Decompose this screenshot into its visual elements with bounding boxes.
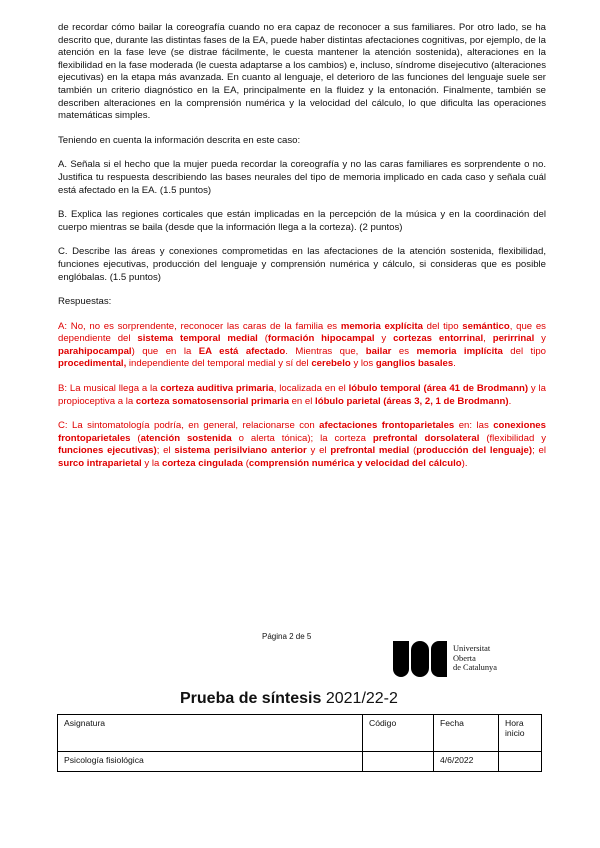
highlighted-term: corteza somatosensorial primaria xyxy=(135,395,289,407)
exam-title: Prueba de síntesis 2021/22-2 xyxy=(180,690,398,707)
answer-text: A: No, no es sorprendente, reconocer las caras de la familia es xyxy=(58,320,341,332)
answer-text: o alerta tónica); la corteza xyxy=(231,432,373,444)
highlighted-term: procedimental, xyxy=(58,358,127,370)
highlighted-term: sistema temporal medial xyxy=(137,333,258,345)
question-c: C. Describe las áreas y conexiones comprometidas en las afectaciones de la atención sostenida, flexibilidad, funciones ejecutivas, producción del lenguaje y comprensión numérica y cálculo, si consideras que es posible englóbalas. (1.5 puntos) xyxy=(58,246,546,283)
highlighted-term: memoria implícita xyxy=(416,345,503,357)
answer-a xyxy=(58,321,546,371)
answer-text: ( xyxy=(130,432,141,444)
highlighted-term: lóbulo temporal (área 41 de Brodmann) xyxy=(348,383,529,395)
answer-text: en el xyxy=(288,395,316,407)
highlighted-term: funciones ejecutivas) xyxy=(58,445,157,457)
answer-c xyxy=(58,420,546,470)
answer-text: ( xyxy=(257,333,268,345)
answer-text: y los xyxy=(350,358,376,370)
highlighted-term: conexiones frontoparietales xyxy=(58,420,546,444)
cell-hora xyxy=(499,752,542,772)
answer-text: ). xyxy=(461,458,468,470)
answer-text: . xyxy=(508,395,512,407)
cell-asignatura: Psicología fisiológica xyxy=(58,752,363,772)
question-b: B. Explica las regiones corticales que están implicadas en la percepción de la música y en la coordinación del cuerpo mientras se baila (desde que la información llega a la corteza). (2 puntos) xyxy=(58,209,546,233)
answer-text: en: las xyxy=(454,420,494,432)
answer-text: , que es dependiente del xyxy=(58,320,546,345)
highlighted-term: corteza auditiva primaria xyxy=(160,383,274,395)
uoc-logo xyxy=(393,640,513,680)
answer-text: ( xyxy=(409,445,417,457)
answer-text: ; el xyxy=(156,445,175,457)
answer-text: , localizada en el xyxy=(273,383,349,395)
answer-text: y el xyxy=(306,445,331,457)
highlighted-term: parahipocampal xyxy=(58,345,132,357)
answer-text: y la xyxy=(141,458,162,470)
answer-text: . Mientras que, xyxy=(285,345,366,357)
header-asignatura: Asignatura xyxy=(58,715,363,752)
exam-info-table xyxy=(57,714,542,772)
header-hora-inicio: Hora inicio xyxy=(499,715,542,752)
lead-paragraph: Teniendo en cuenta la información descrita en este caso: xyxy=(58,134,301,146)
highlighted-term: lóbulo parietal (áreas 3, 2, 1 de Brodmann) xyxy=(315,395,509,407)
answer-text: (flexibilidad y xyxy=(479,432,546,444)
answer-text: independiente del temporal medial y sí del xyxy=(126,358,312,370)
question-a: A. Señala si el hecho que la mujer pueda recordar la coreografía y no las caras familiares es sorprendente o no. Justifica tu respuesta describiendo las bases neurales del tipo de memoria implicado en cada caso y señala cuál está afectado en la EA. (1.5 puntos) xyxy=(58,159,546,196)
answer-text: ; el xyxy=(532,445,546,457)
highlighted-term: prefrontal medial xyxy=(330,445,410,457)
answer-text: y xyxy=(374,333,394,345)
uoc-logo-text: Universitat Oberta de Catalunya xyxy=(453,644,497,673)
highlighted-term: sistema perisilviano anterior xyxy=(174,445,307,457)
highlighted-term: comprensión numérica y velocidad del cálculo xyxy=(248,458,462,470)
intro-paragraph: de recordar cómo bailar la coreografía cuando no era capaz de reconocer a sus familiares. Por otro lado, se ha descrito que, durante las distintas fases de la EA, puede haber distintas afectaciones cognitivas, por ejemplo, de la atención en la fase leve (se distrae fácilmente, le cuesta mantener la atención sostenida), alteraciones en la flexibilidad en la fase moderada (le cuesta adaptarse a los cambios) e, incluso, síndrome disejecutivo (alteraciones ejecutivas) en la etapa más avanzada. En cuanto al lenguaje, el deterioro de las funciones del lenguaje suele ser también un criterio diagnóstico en la EA, principalmente en la fluidez y la entonación. Finalmente, también se describen alteraciones en la comprensión numérica y la velocidad del cálculo, lo que dificulta las operaciones matemáticas simples. xyxy=(58,22,546,122)
cell-fecha: 4/6/2022 xyxy=(434,752,499,772)
answer-text: B: La musical llega a la xyxy=(58,383,161,395)
table-row xyxy=(58,752,542,772)
highlighted-term: formación hipocampal xyxy=(267,333,375,345)
document-body xyxy=(58,22,546,471)
answer-b xyxy=(58,383,546,408)
table-header-row xyxy=(58,715,542,752)
highlighted-term: memoria explícita xyxy=(340,320,423,332)
highlighted-term: semántico xyxy=(462,320,510,332)
answer-text: C: La sintomatología podría, en general, relacionarse con xyxy=(58,420,320,432)
highlighted-term: cerebelo xyxy=(311,358,351,370)
answers-heading: Respuestas: xyxy=(58,296,112,308)
answer-text: y xyxy=(534,333,546,345)
uoc-logo-mark xyxy=(393,641,447,677)
answer-text: del tipo xyxy=(422,320,463,332)
answer-text: es xyxy=(391,345,417,357)
page-number: Página 2 de 5 xyxy=(262,632,312,641)
answer-text: y la propioceptiva a la xyxy=(58,383,546,407)
answer-text: , xyxy=(483,333,493,345)
highlighted-term: ganglios basales xyxy=(375,358,454,370)
highlighted-term: afectaciones frontoparietales xyxy=(319,420,455,432)
highlighted-term: surco intraparietal xyxy=(58,458,142,470)
highlighted-term: producción del lenguaje) xyxy=(416,445,533,457)
highlighted-term: cortezas entorrinal xyxy=(393,333,484,345)
highlighted-term: EA está afectado xyxy=(198,345,286,357)
answer-text: ( xyxy=(243,458,249,470)
answer-text: del tipo xyxy=(502,345,547,357)
highlighted-term: atención sostenida xyxy=(140,432,232,444)
answer-text: . xyxy=(453,358,456,370)
cell-codigo xyxy=(363,752,434,772)
highlighted-term: prefrontal dorsolateral xyxy=(372,432,480,444)
highlighted-term: bailar xyxy=(365,345,392,357)
answer-text: ) que en la xyxy=(131,345,199,357)
highlighted-term: corteza cingulada xyxy=(161,458,244,470)
highlighted-term: perirrinal xyxy=(492,333,535,345)
header-fecha: Fecha xyxy=(434,715,499,752)
header-codigo: Código xyxy=(363,715,434,752)
